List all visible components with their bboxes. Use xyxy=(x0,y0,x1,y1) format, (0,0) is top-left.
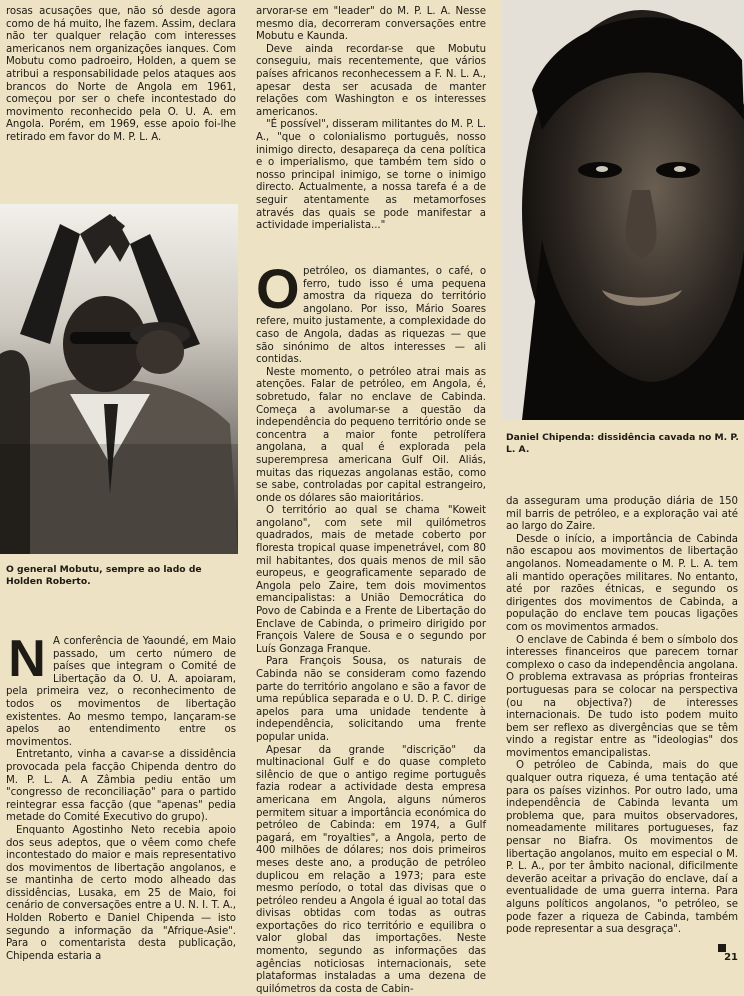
mobutu-photo xyxy=(0,204,238,554)
column-3 xyxy=(506,496,738,937)
column-2 xyxy=(256,6,486,233)
dropcap-paragraph xyxy=(256,257,486,367)
paragraph: Para François Sousa, os naturais de Cabinda não se consideram como fazendo parte do território angolano e são a favor de uma república separada e o U. D. P. C. dirige apelos para uma unidade tendente à independência, solicitando uma frente popular unida. xyxy=(256,656,486,743)
paragraph: O petróleo de Cabinda, mais do que qualquer outra riqueza, é uma tentação até para os países vizinhos. Por outro lado, uma independência de Cabinda levanta um problema que, para muitos observadores, nomeadamente militares portugueses, faz pensar no Biafra. Os movimentos de libertação angolanos, muito em especial o M. P. L. A., por ter âmbito nacional, dificilmente deverão aceitar a privação do enclave, daí a eventualidade de uma guerra interna. Para alguns políticos angolanos, "o petróleo, se pode fazer a riqueza de Cabinda, também pode representar a sua desgraça". xyxy=(506,760,738,936)
paragraph: da asseguram uma produção diária de 150 mil barris de petróleo, e a exploração vai até ao largo do Zaire. xyxy=(506,496,738,533)
paragraph: O enclave de Cabinda é bem o símbolo dos interesses financeiros que parecem tornar complexo o caso da independência angolana. O problema extravasa as próprias fronteiras portuguesas para se colocar na perspectiva (ou na objectiva?) de interesses internacionais. De tudo isto podem muito bem ser reflexo as divergências que se têm vindo a registar entre as "ideologias" dos movimentos emancipalistas. xyxy=(506,634,738,759)
paragraph: petróleo, os diamantes, o café, o ferro, tudo isso é uma pequena amostra da riqueza do território angolano. Por isso, Mário Soares refere, muito justamente, a complexidade do caso de Angola, dadas as riquezas — que são sinónimo de altos interesses — ali contidas. xyxy=(256,266,486,366)
column-1-top xyxy=(6,6,236,145)
column-2-section xyxy=(256,257,486,996)
paragraph: arvorar-se em "leader" do M. P. L. A. Nesse mesmo dia, decorreram conversações entre Mobutu e Kaunda. xyxy=(256,6,486,43)
chipenda-photo xyxy=(502,0,744,420)
page-number: 21 xyxy=(724,952,738,963)
paragraph: A conferência de Yaoundé, em Maio passado, um certo número de países que integram o Comité de Libertação da O. U. A. apoiaram, pela primeira vez, o reconhecimento de todos os movimentos de libertação existentes. Ao mesmo tempo, lançaram-se apelos ao entendimento entre os movimentos. xyxy=(6,636,236,748)
end-of-article-mark xyxy=(718,944,726,952)
paragraph: Entretanto, vinha a cavar-se a dissidência provocada pela facção Chipenda dentro do M. P. L. A. A Zâmbia pediu então um "congresso de reconciliação" para o partido reintegrar essa facção (que "apenas" pedia metade do Comité Executivo do grupo). xyxy=(6,749,236,824)
drop-cap: O xyxy=(256,257,300,320)
paragraph: Deve ainda recordar-se que Mobutu conseguiu, mais recentemente, que vários países africanos reconhecessem a F. N. L. A., apesar desta ser acusada de manter relações com Washington e os interesses americanos. xyxy=(256,43,486,118)
chipenda-photo-image xyxy=(502,0,744,420)
paragraph: "É possível", disseram militantes do M. P. L. A., "que o colonialismo português, nosso inimigo directo, desapareça da cena política e o imperialismo, que também tem sido o nosso principal inimigo, se torne o inimigo directo. Actualmente, a nossa tarefa é a de seguir atentamente as metamorfoses através das quais se pode manifestar a actividade imperialista..." xyxy=(256,119,486,232)
paragraph: O território ao qual se chama "Koweit angolano", com sete mil quilómetros quadrados, mais de metade coberto por floresta tropical quase impenetrável, com 80 mil habitantes, dos quais menos de mil são europeus, e geograficamente separado de Angola pelo Zaire, tem dois movimentos emancipalistas: a União Democrática do Povo de Cabinda e a Frente de Libertação do Enclave de Cabinda, o primeiro dirigido por François Valere de Sousa e o segundo por Luís Gonzaga Franque. xyxy=(256,505,486,655)
chipenda-photo-caption: Daniel Chipenda: dissidência cavada no M. P. L. A. xyxy=(506,432,739,455)
paragraph: Desde o início, a importância de Cabinda não escapou aos movimentos de libertação angolanos. Nomeadamente o M. P. L. A. tem ali mantido operações militares. No entanto, até por razões étnicas, e segundo os dirigentes dos movimentos de Cabinda, a população do enclave tem poucas ligações com os movimentos armados. xyxy=(506,533,738,633)
paragraph: Apesar da grande "discrição" da multinacional Gulf e do quase completo silêncio de que o antigo regime português fazia rodear a actividade desta empresa americana em Angola, alguns números permitem situar a importância económica do petróleo de Cabinda: em 1974, a Gulf pagará, em "royalties", a Angola, perto de 400 milhões de dólares; nos dois primeiros meses deste ano, a produção de petróleo duplicou em relação a 1973; para este mesmo período, o total das divisas que o petróleo rendeu a Angola é igual ao total das divisas obtidas com todas as outras exportações do rico território e equilibra o valor global das importações. Neste momento, segundo as informações das agências noticiosas internacionais, sete plataformas instaladas a uma dezena de quilómetros da costa de Cabin- xyxy=(256,744,486,995)
mobutu-photo-caption: O general Mobutu, sempre ao lado de Holden Roberto. xyxy=(6,564,202,587)
paragraph: Enquanto Agostinho Neto recebia apoio dos seus adeptos, que o vêem como chefe incontestado do maior e mais representativo dos movimentos de libertação angolanos, e se mantinha de certo modo alheado das dissidências, Lusaka, em 25 de Maio, foi cenário de conversações entre a U. N. I. T. A., Holden Roberto e Daniel Chipenda — isto segundo a informação da "Afrique-Asie". Para o comentarista desta publicação, Chipenda estaria a xyxy=(6,824,236,962)
dropcap-paragraph xyxy=(6,630,236,749)
drop-cap: N xyxy=(8,630,46,688)
paragraph: rosas acusações que, não só desde agora como de há muito, lhe fazem. Assim, declara não ter qualquer relação com interesses americanos nem organizações ianques. Com Mobutu como padroeiro, Holden, a quem se atribui a responsabilidade pelos ataques aos brancos do Norte de Angola em 1961, começou por ser o chefe incontestado do movimento reconhecido pela O. U. A. em Angola. Porém, em 1969, esse apoio foi-lhe retirado em favor do M. P. L. A. xyxy=(6,6,236,143)
paragraph: Neste momento, o petróleo atrai mais as atenções. Falar de petróleo, em Angola, é, sobretudo, falar no enclave de Cabinda. Começa a avolumar-se a questão da independência do pequeno território onde se concentra a maior fonte petrolífera angolana, a qual é explorada pela superempresa americana Gulf Oil. Aliás, muitas das riquezas angolanas estão, como se sabe, controladas por capital estrangeiro, onde os dólares são maioritários. xyxy=(256,366,486,504)
column-1-article xyxy=(6,630,236,963)
mobutu-photo-image xyxy=(0,204,238,554)
